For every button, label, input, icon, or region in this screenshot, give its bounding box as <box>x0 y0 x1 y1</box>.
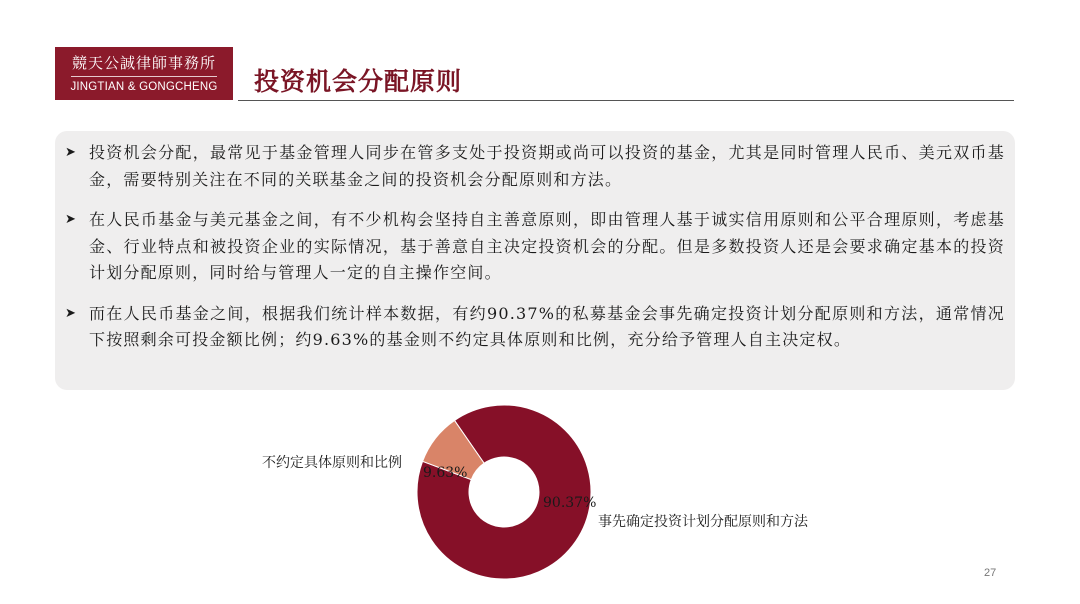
bullet-text: 在人民币基金与美元基金之间，有不少机构会坚持自主善意原则，即由管理人基于诚实信用原则和公平合理原则，考虑基金、行业特点和被投资企业的实际情况，基于善意自主决定投资机会的分配。但是多数投资人还是会要求确定基本的投资计划分配原则，同时给与管理人一定的自主操作空间。 <box>89 210 1005 282</box>
arrow-bullet-icon: ➤ <box>65 305 78 321</box>
arrow-bullet-icon: ➤ <box>65 145 78 160</box>
arrow-bullet-icon: ➤ <box>65 212 78 227</box>
data-label-predetermined: 90.37% <box>543 495 597 511</box>
data-label-not-agreed: 9.63% <box>423 465 468 481</box>
logo-english-name: JINGTIAN & GONGCHENG <box>70 81 218 93</box>
page-title: 投资机会分配原则 <box>254 67 463 96</box>
category-label-predetermined: 事先确定投资计划分配原则和方法 <box>598 514 808 530</box>
page-number: 27 <box>984 567 997 579</box>
bullet-text: 投资机会分配，最常见于基金管理人同步在管多支处于投资期或尚可以投资的基金，尤其是同时管理人民币、美元双币基金，需要特别关注在不同的关联基金之间的投资机会分配原则和方法。 <box>89 143 1005 189</box>
bullet-text: 而在人民币基金之间，根据我们统计样本数据，有约90.37%的私募基金会事先确定投资计划分配原则和方法，通常情况下按照剩余可投金额比例；约9.63%的基金则不约定具体原则和比例，充分给予管理人自主决定权。 <box>89 303 1005 349</box>
logo-chinese-name: 競天公誠律師事務所 <box>71 54 216 72</box>
category-label-not-agreed: 不约定具体原则和比例 <box>262 455 402 471</box>
